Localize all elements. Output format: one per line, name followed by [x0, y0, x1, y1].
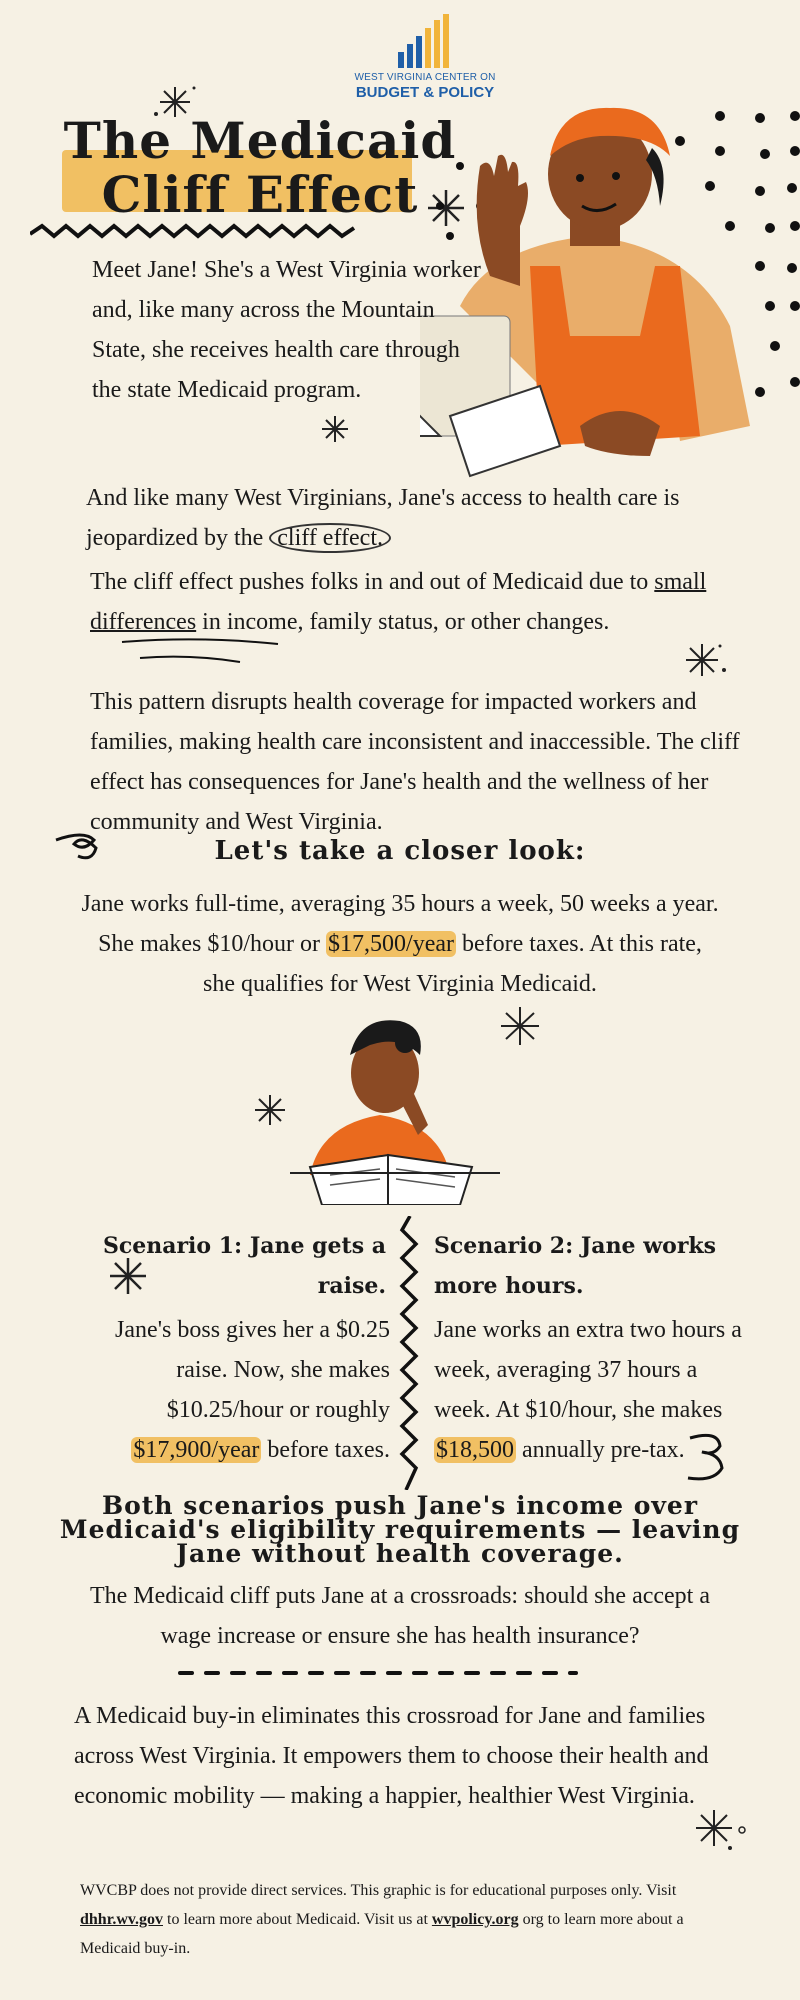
pushes-text-end: in income, family status, or other changes.: [196, 609, 610, 635]
dhhr-link[interactable]: dhhr.wv.gov: [80, 1911, 163, 1928]
title-line1: The Medicaid: [63, 111, 457, 170]
cliff-effect-circled: cliff effect.: [269, 523, 391, 553]
org-name-line2: BUDGET & POLICY: [355, 84, 495, 101]
curl-doodle: [684, 1430, 734, 1484]
page-title: [60, 111, 460, 224]
crossroads-paragraph: The Medicaid cliff puts Jane at a crossroads: should she accept a wage increase or ensure she has health insurance?: [89, 1583, 710, 1649]
small-differences-underlined: small differences: [90, 569, 707, 635]
both-line3: Jane without health coverage.: [176, 1539, 624, 1568]
dashed-divider: [178, 1666, 578, 1680]
jeopardy-text: And like many West Virginians, Jane's access to health care is jeopardized by the: [86, 485, 680, 551]
both-line2: Medicaid's eligibility requirements — leaving: [59, 1515, 741, 1544]
sparkle-icon: [106, 1254, 150, 1298]
closer-look-heading: Let's take a closer look:: [214, 836, 586, 866]
footer-text-end: org to learn more about a Medicaid buy-in.: [80, 1911, 684, 1957]
scenario1-text-end: before taxes.: [261, 1437, 390, 1463]
scenario2-heading: Scenario 2: Jane works more hours.: [434, 1233, 717, 1299]
scenario1-salary-highlight: $17,900/year: [133, 1437, 260, 1463]
both-scenarios-heading: [0, 1491, 800, 1568]
footer-text: WVCBP does not provide direct services. This graphic is for educational purposes only. Visit: [80, 1882, 677, 1899]
scenario1-heading: Scenario 1: Jane gets a raise.: [102, 1233, 386, 1299]
closer-look-paragraph: [80, 884, 720, 1004]
wvpolicy-link[interactable]: wvpolicy.org: [431, 1911, 519, 1928]
bar-chart-logo-icon: [340, 14, 510, 72]
intro-meet-paragraph: Meet Jane! She's a West Virginia worker and, like many across the Mountain State, she receives health care through the state Medicaid program.: [92, 257, 481, 403]
org-logo: [340, 14, 510, 104]
scenario1-body: [90, 1310, 390, 1470]
scenario2-salary-highlight: $18,500: [436, 1437, 514, 1463]
closer-text: Jane works full-time, averaging 35 hours a week, 50 weeks a year. She makes $10/hour or: [81, 891, 719, 957]
sparkle-icon: [680, 640, 730, 680]
footer-text-mid: to learn more about Medicaid. Visit us at: [163, 1911, 432, 1928]
scribble-underline: [120, 636, 280, 666]
footer-disclaimer: [80, 1876, 730, 1963]
sparkle-icon: [690, 1806, 750, 1852]
both-line1: Both scenarios push Jane's income over: [102, 1491, 698, 1520]
intro-pushes-paragraph: [90, 562, 760, 642]
buyin-paragraph: A Medicaid buy-in eliminates this crossroad for Jane and families across West Virginia. It empowers them to choose their health and economic mobility — making a happier, healthier West Virginia.: [74, 1703, 709, 1809]
salary-highlight: $17,500/year: [328, 931, 454, 957]
pushes-text: The cliff effect pushes folks in and out of Medicaid due to: [90, 569, 655, 595]
sparkle-icon: [320, 414, 350, 444]
scenario2-text-end: annually pre-tax.: [516, 1437, 685, 1463]
closer-text-end: before taxes. At this rate, she qualifies for West Virginia Medicaid.: [203, 931, 702, 997]
title-line2: Cliff Effect: [101, 165, 419, 224]
scenario1-text: Jane's boss gives her a $0.25 raise. Now, she makes $10.25/hour or roughly: [115, 1317, 390, 1423]
jane-reading-illustration: [250, 1005, 540, 1205]
org-name-line1: WEST VIRGINIA CENTER ON: [354, 72, 496, 83]
intro-pattern-paragraph: This pattern disrupts health coverage for impacted workers and families, making health care inconsistent and inaccessible. The cliff effect has consequences for Jane's health and the wellness of her community and West Virginia.: [90, 689, 740, 835]
zigzag-divider: [30, 220, 360, 242]
scenario2-text: Jane works an extra two hours a week, averaging 37 hours a week. At $10/hour, she makes: [434, 1317, 742, 1423]
intro-jeopardy-paragraph: [86, 478, 746, 558]
zigzag-vertical-divider: [398, 1216, 422, 1490]
